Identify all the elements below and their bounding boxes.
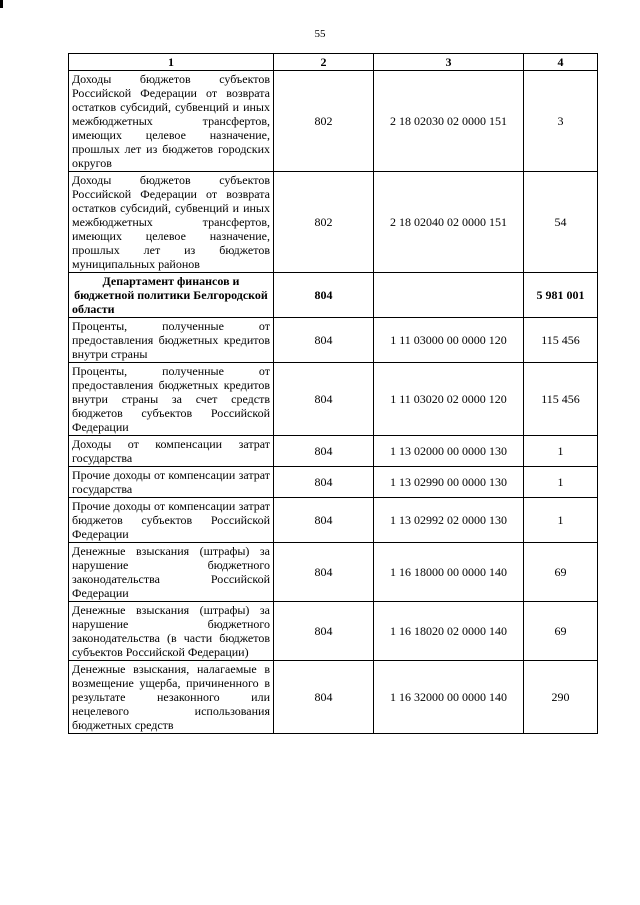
row-admin-code: 804 bbox=[274, 363, 374, 436]
header-col-3: 3 bbox=[374, 54, 524, 71]
row-amount: 115 456 bbox=[524, 318, 598, 363]
row-amount: 1 bbox=[524, 498, 598, 543]
row-description: Доходы бюджетов субъектов Российской Федерации от возврата остатков субсидий, субвенций и иных межбюджетных трансфертов, имеющих целевое назначение, прошлых лет из бюджетов муниципальных районов bbox=[69, 172, 274, 273]
row-budget-classification-code bbox=[374, 273, 524, 318]
row-description: Департамент финансов и бюджетной политики Белгородской области bbox=[69, 273, 274, 318]
row-description: Доходы бюджетов субъектов Российской Федерации от возврата остатков субсидий, субвенций и иных межбюджетных трансфертов, имеющих целевое назначение, прошлых лет из бюджетов городских округов bbox=[69, 71, 274, 172]
row-budget-classification-code: 1 13 02992 02 0000 130 bbox=[374, 498, 524, 543]
row-amount: 69 bbox=[524, 602, 598, 661]
row-admin-code: 804 bbox=[274, 273, 374, 318]
row-budget-classification-code: 2 18 02040 02 0000 151 bbox=[374, 172, 524, 273]
table-row bbox=[69, 498, 598, 543]
page-number: 55 bbox=[314, 28, 326, 40]
row-admin-code: 804 bbox=[274, 661, 374, 734]
row-description: Прочие доходы от компенсации затрат государства bbox=[69, 467, 274, 498]
row-budget-classification-code: 1 16 32000 00 0000 140 bbox=[374, 661, 524, 734]
row-description: Проценты, полученные от предоставления бюджетных кредитов внутри страны за счет средств бюджетов субъектов Российской Федерации bbox=[69, 363, 274, 436]
table-row bbox=[69, 467, 598, 498]
table-row bbox=[69, 363, 598, 436]
row-admin-code: 804 bbox=[274, 318, 374, 363]
row-amount: 115 456 bbox=[524, 363, 598, 436]
row-description: Проценты, полученные от предоставления бюджетных кредитов внутри страны bbox=[69, 318, 274, 363]
row-budget-classification-code: 1 11 03000 00 0000 120 bbox=[374, 318, 524, 363]
row-admin-code: 804 bbox=[274, 498, 374, 543]
table-row bbox=[69, 436, 598, 467]
table-header-row bbox=[69, 54, 598, 71]
table-row bbox=[69, 543, 598, 602]
scan-corner-mark bbox=[0, 0, 3, 8]
row-description: Денежные взыскания, налагаемые в возмещение ущерба, причиненного в результате незаконного или нецелевого использования бюджетных средств bbox=[69, 661, 274, 734]
row-description: Денежные взыскания (штрафы) за нарушение бюджетного законодательства (в части бюджетов субъектов Российской Федерации) bbox=[69, 602, 274, 661]
row-admin-code: 804 bbox=[274, 436, 374, 467]
revenue-table bbox=[68, 53, 598, 734]
table-row bbox=[69, 661, 598, 734]
row-budget-classification-code: 2 18 02030 02 0000 151 bbox=[374, 71, 524, 172]
row-amount: 3 bbox=[524, 71, 598, 172]
row-budget-classification-code: 1 16 18020 02 0000 140 bbox=[374, 602, 524, 661]
table-row bbox=[69, 318, 598, 363]
row-description: Прочие доходы от компенсации затрат бюджетов субъектов Российской Федерации bbox=[69, 498, 274, 543]
row-admin-code: 804 bbox=[274, 602, 374, 661]
row-amount: 5 981 001 bbox=[524, 273, 598, 318]
header-col-4: 4 bbox=[524, 54, 598, 71]
row-budget-classification-code: 1 13 02000 00 0000 130 bbox=[374, 436, 524, 467]
table-row bbox=[69, 172, 598, 273]
row-budget-classification-code: 1 11 03020 02 0000 120 bbox=[374, 363, 524, 436]
row-amount: 1 bbox=[524, 467, 598, 498]
row-description: Доходы от компенсации затрат государства bbox=[69, 436, 274, 467]
row-amount: 290 bbox=[524, 661, 598, 734]
table-body bbox=[69, 71, 598, 734]
table-row bbox=[69, 602, 598, 661]
row-amount: 54 bbox=[524, 172, 598, 273]
header-col-2: 2 bbox=[274, 54, 374, 71]
table-row bbox=[69, 71, 598, 172]
section-header-row bbox=[69, 273, 598, 318]
row-admin-code: 804 bbox=[274, 467, 374, 498]
row-admin-code: 804 bbox=[274, 543, 374, 602]
header-col-1: 1 bbox=[69, 54, 274, 71]
row-admin-code: 802 bbox=[274, 71, 374, 172]
row-budget-classification-code: 1 16 18000 00 0000 140 bbox=[374, 543, 524, 602]
row-admin-code: 802 bbox=[274, 172, 374, 273]
row-amount: 69 bbox=[524, 543, 598, 602]
row-amount: 1 bbox=[524, 436, 598, 467]
row-description: Денежные взыскания (штрафы) за нарушение бюджетного законодательства Российской Федерации bbox=[69, 543, 274, 602]
row-budget-classification-code: 1 13 02990 00 0000 130 bbox=[374, 467, 524, 498]
